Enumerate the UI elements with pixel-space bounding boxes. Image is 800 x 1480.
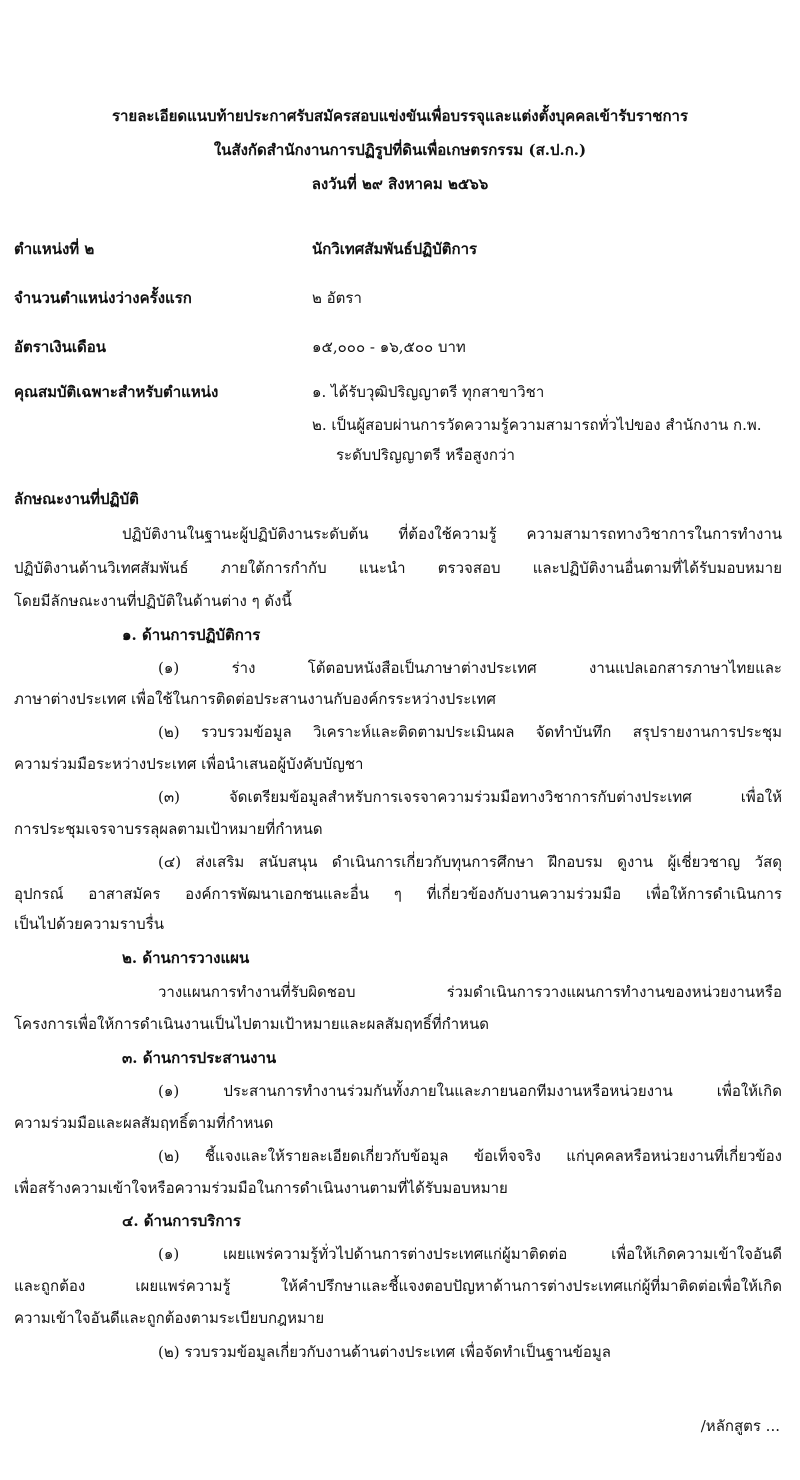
continuation-marker: /หลักสูตร ... xyxy=(700,1417,780,1435)
qualification-item-2-cont: ระดับปริญญาตรี หรือสูงกว่า xyxy=(336,446,515,464)
section-1-item-2-line-1: (๒) รวบรวมข้อมูล วิเคราะห์และติดตามประเมินผล จัดทำบันทึก สรุปรายงานการประชุม xyxy=(158,723,782,741)
section-3-item-1-line-1: (๑) ประสานการทำงานร่วมกันทั้งภายในและภายนอกทีมงานหรือหน่วยงาน เพื่อให้เกิด xyxy=(158,1082,782,1100)
section-4-item-2: (๒) รวบรวมข้อมูลเกี่ยวกับงานด้านต่างประเทศ เพื่อจัดทำเป็นฐานข้อมูล xyxy=(158,1343,612,1361)
vacancies-value: ๒ อัตรา xyxy=(312,289,362,307)
header-line-3: ลงวันที่ ๒๙ สิงหาคม ๒๕๖๖ xyxy=(311,175,489,193)
salary-label: อัตราเงินเดือน xyxy=(14,338,107,356)
section-3-item-2-line-1: (๒) ชี้แจงและให้รายละเอียดเกี่ยวกับข้อมูล ข้อเท็จจริง แก่บุคคลหรือหน่วยงานที่เกี่ยวข้อง xyxy=(158,1147,782,1165)
qualification-item-2: ๒. เป็นผู้สอบผ่านการวัดความรู้ความสามารถทั่วไปของ สำนักงาน ก.พ. xyxy=(312,416,762,434)
header-line-2: ในสังกัดสำนักงานการปฏิรูปที่ดินเพื่อเกษตรกรรม (ส.ป.ก.) xyxy=(213,141,587,159)
salary-value: ๑๕,๐๐๐ - ๑๖,๕๐๐ บาท xyxy=(312,338,466,356)
position-value: นักวิเทศสัมพันธ์ปฏิบัติการ xyxy=(312,240,478,258)
section-4-item-1-line-1: (๑) เผยแพร่ความรู้ทั่วไปด้านการต่างประเทศแก่ผู้มาติดต่อ เพื่อให้เกิดความเข้าใจอันดี xyxy=(158,1245,782,1263)
section-1-item-3-line-1: (๓) จัดเตรียมข้อมูลสำหรับการเจรจาความร่วมมือทางวิชาการกับต่างประเทศ เพื่อให้ xyxy=(158,788,782,806)
duties-heading: ลักษณะงานที่ปฏิบัติ xyxy=(14,490,139,508)
duties-intro-line-1: ปฏิบัติงานในฐานะผู้ปฏิบัติงานระดับต้น ที่ต้องใช้ความรู้ ความสามารถทางวิชาการในการทำงาน xyxy=(122,525,782,543)
section-1-item-4-line-3: เป็นไปด้วยความราบรื่น xyxy=(14,915,164,933)
duties-intro-line-2: ปฏิบัติงานด้านวิเทศสัมพันธ์ ภายใต้การกำกับ แนะนำ ตรวจสอบ และปฏิบัติงานอื่นตามที่ได้รับมอบหมาย xyxy=(14,559,782,577)
section-1-title: ๑. ด้านการปฏิบัติการ xyxy=(122,626,261,644)
section-2-line-2: โครงการเพื่อให้การดำเนินงานเป็นไปตามเป้าหมายและผลสัมฤทธิ์ที่กำหนด xyxy=(14,1015,490,1033)
section-1-item-4-line-1: (๔) ส่งเสริม สนับสนุน ดำเนินการเกี่ยวกับทุนการศึกษา ฝึกอบรม ดูงาน ผู้เชี่ยวชาญ วัสดุ xyxy=(158,853,782,871)
section-3-item-2-line-2: เพื่อสร้างความเข้าใจหรือความร่วมมือในการดำเนินงานตามที่ได้รับมอบหมาย xyxy=(14,1179,508,1197)
vacancies-label: จำนวนตำแหน่งว่างครั้งแรก xyxy=(14,289,192,307)
header-line-1: รายละเอียดแนบท้ายประกาศรับสมัครสอบแข่งขันเพื่อบรรจุและแต่งตั้งบุคคลเข้ารับราชการ xyxy=(111,107,689,125)
section-1-item-1-line-1: (๑) ร่าง โต้ตอบหนังสือเป็นภาษาต่างประเทศ งานแปลเอกสารภาษาไทยและ xyxy=(158,659,782,677)
position-label: ตำแหน่งที่ ๒ xyxy=(14,240,95,258)
section-4-title: ๔. ด้านการบริการ xyxy=(122,1212,241,1230)
duties-intro-line-3: โดยมีลักษณะงานที่ปฏิบัติในด้านต่าง ๆ ดังนี้ xyxy=(14,592,292,610)
qualifications-label: คุณสมบัติเฉพาะสำหรับตำแหน่ง xyxy=(14,383,219,401)
section-1-item-1-line-2: ภาษาต่างประเทศ เพื่อใช้ในการติดต่อประสานงานกับองค์กรระหว่างประเทศ xyxy=(14,690,496,708)
section-1-item-4-line-2: อุปกรณ์ อาสาสมัคร องค์การพัฒนาเอกชนและอื่น ๆ ที่เกี่ยวข้องกับงานความร่วมมือ เพื่อให้การดำเนินการ xyxy=(14,885,782,903)
section-1-item-2-line-2: ความร่วมมือระหว่างประเทศ เพื่อนำเสนอผู้บังคับบัญชา xyxy=(14,755,364,773)
section-4-item-1-line-2: และถูกต้อง เผยแพร่ความรู้ ให้คำปรึกษาและชี้แจงตอบปัญหาด้านการต่างประเทศแก่ผู้ที่มาติดต่อเพื่อให้เกิด xyxy=(14,1277,782,1295)
section-3-title: ๓. ด้านการประสานงาน xyxy=(122,1049,277,1067)
section-4-item-1-line-3: ความเข้าใจอันดีและถูกต้องตามระเบียบกฎหมาย xyxy=(14,1309,325,1327)
qualification-item-1: ๑. ได้รับวุฒิปริญญาตรี ทุกสาขาวิชา xyxy=(312,383,545,401)
section-2-line-1: วางแผนการทำงานที่รับผิดชอบ ร่วมดำเนินการวางแผนการทำงานของหน่วยงานหรือ xyxy=(158,983,782,1001)
section-2-title: ๒. ด้านการวางแผน xyxy=(122,949,250,967)
section-3-item-1-line-2: ความร่วมมือและผลสัมฤทธิ์ตามที่กำหนด xyxy=(14,1114,274,1132)
section-1-item-3-line-2: การประชุมเจรจาบรรลุผลตามเป้าหมายที่กำหนด xyxy=(14,820,323,838)
